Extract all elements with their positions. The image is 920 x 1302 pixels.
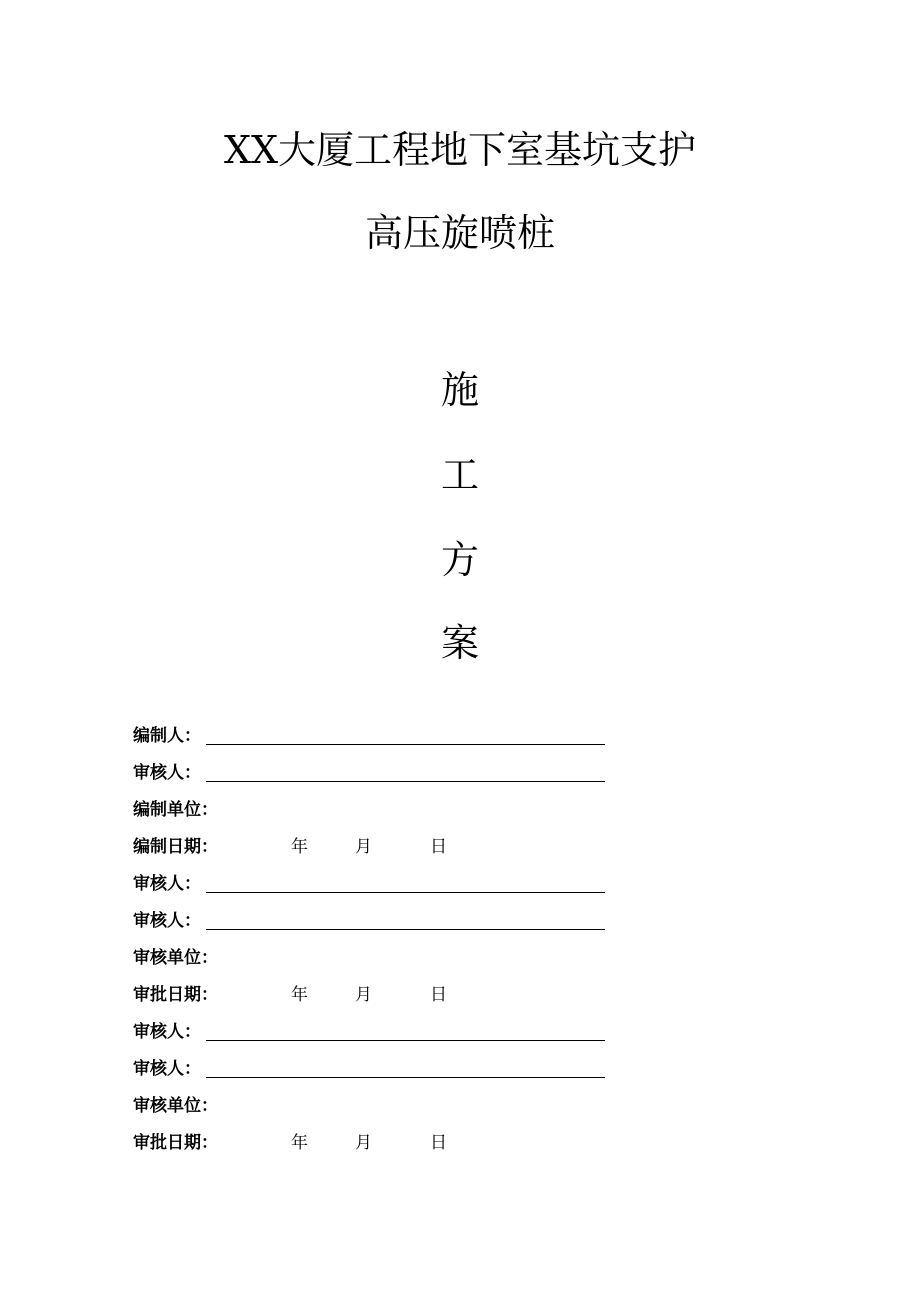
field-label: 审核单位： (133, 1096, 218, 1116)
plan-title-char-2: 工 (440, 453, 479, 497)
document-title-line-1: XX大厦工程地下室基坑支护 (223, 128, 697, 172)
signature-line (206, 1040, 605, 1041)
date-day-label: 日 (430, 985, 447, 1005)
date-year-label: 年 (291, 985, 308, 1005)
field-label: 审核单位： (133, 948, 218, 968)
field-label: 审批日期： (133, 985, 218, 1005)
signature-line (206, 929, 605, 930)
date-year-label: 年 (291, 837, 308, 857)
approval-date-field (133, 983, 447, 1007)
field-label: 审核人： (133, 911, 201, 931)
signature-line (206, 781, 605, 782)
review-unit-field (133, 946, 218, 970)
reviewer-field (133, 1057, 201, 1081)
compiling-date-field (133, 835, 447, 859)
reviewer-field (133, 1020, 201, 1044)
date-day-label: 日 (430, 837, 447, 857)
plan-title-char-3: 方 (440, 538, 479, 582)
field-label: 审批日期： (133, 1133, 218, 1153)
compiling-unit-field (133, 798, 218, 822)
signature-line (206, 1077, 605, 1078)
signature-line (206, 744, 605, 745)
plan-title-char-4: 案 (440, 621, 479, 665)
review-unit-field (133, 1094, 218, 1118)
date-day-label: 日 (430, 1133, 447, 1153)
date-year-label: 年 (291, 1133, 308, 1153)
field-label: 编制人： (133, 726, 201, 746)
signature-line (206, 892, 605, 893)
field-label: 编制日期： (133, 837, 218, 857)
approval-date-field (133, 1131, 447, 1155)
field-label: 审核人： (133, 1022, 201, 1042)
reviewer-field (133, 872, 201, 896)
date-month-label: 月 (355, 985, 372, 1005)
document-title-line-2: 高压旋喷桩 (364, 211, 555, 255)
date-month-label: 月 (355, 1133, 372, 1153)
compiler-field (133, 724, 201, 748)
field-label: 编制单位： (133, 800, 218, 820)
field-label: 审核人： (133, 874, 201, 894)
field-label: 审核人： (133, 763, 201, 783)
field-label: 审核人： (133, 1059, 201, 1079)
date-month-label: 月 (355, 837, 372, 857)
plan-title-char-1: 施 (440, 368, 479, 412)
reviewer-field (133, 761, 201, 785)
reviewer-field (133, 909, 201, 933)
